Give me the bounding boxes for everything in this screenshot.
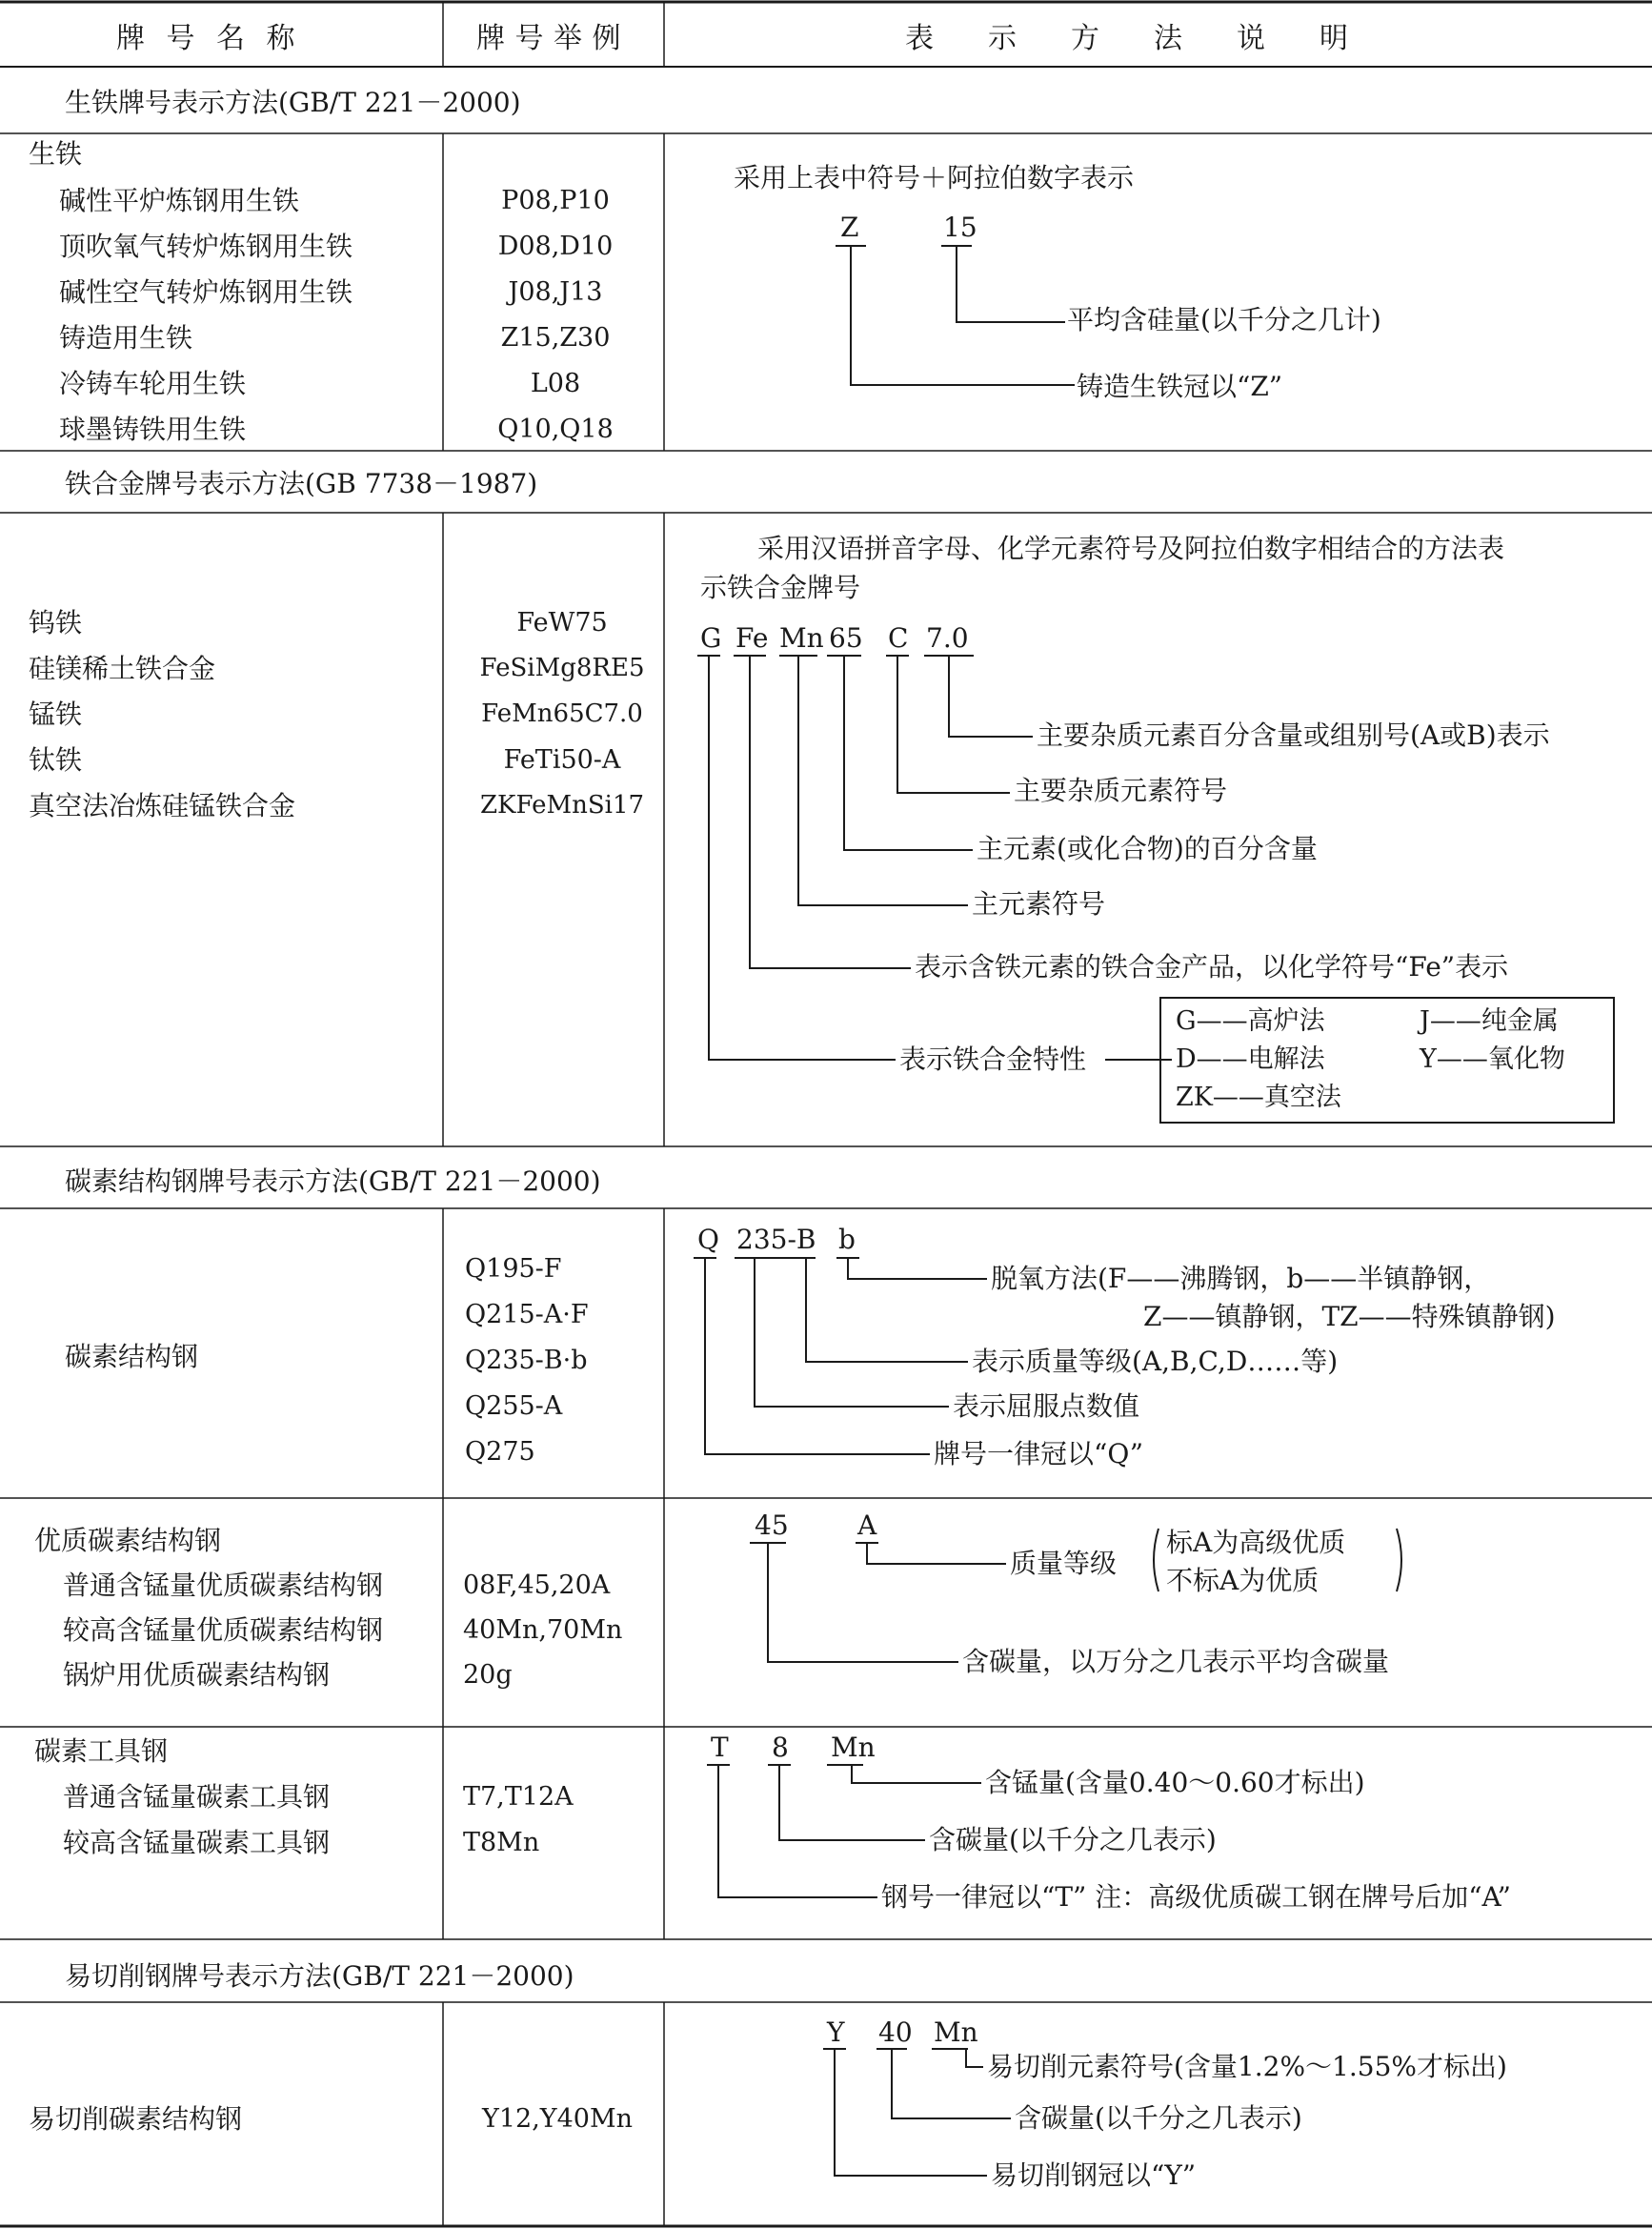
group-quality-carbon: 优质碳素结构钢 [34, 1525, 222, 1556]
row-example: 20g [463, 1660, 513, 1690]
code-part: 65 [829, 622, 863, 654]
section-title-pig-iron: 生铁牌号表示方法(GB/T 221－2000) [65, 87, 521, 118]
row-example: Q235-B·b [465, 1346, 588, 1375]
row-name: 钛铁 [29, 744, 83, 776]
note: 含碳量(以千分之几表示) [1015, 2102, 1302, 2134]
row-example: T7,T12A [463, 1782, 574, 1812]
section-title-carbon-structural: 碳素结构钢牌号表示方法(GB/T 221－2000) [65, 1165, 601, 1197]
row-example: D08,D10 [497, 232, 614, 261]
row-name: 锰铁 [29, 699, 83, 730]
note: 不标A为优质 [1166, 1565, 1320, 1596]
row-name: 碱性平炉炼钢用生铁 [59, 185, 300, 216]
code-part: Mn [934, 2016, 978, 2048]
row-example: Z15,Z30 [500, 323, 611, 353]
row-example: L08 [530, 369, 581, 398]
code-part: 235-B [736, 1224, 816, 1255]
note: 易切削元素符号(含量1.2%～1.55%才标出) [987, 2051, 1507, 2082]
code-part: Mn [831, 1732, 876, 1763]
row-example: P08,P10 [501, 186, 610, 215]
code-part: 45 [755, 1510, 789, 1541]
legend-item: D——电解法 [1176, 1044, 1325, 1074]
row-name: 较高含锰量优质碳素结构钢 [63, 1614, 384, 1646]
note: 主元素符号 [972, 888, 1106, 920]
code-part: 7.0 [926, 622, 969, 654]
ferroalloy-intro-2: 示铁合金牌号 [700, 572, 861, 603]
row-name: 碱性空气转炉炼钢用生铁 [59, 276, 353, 308]
note: 含锰量(含量0.40～0.60才标出) [985, 1767, 1365, 1798]
legend-item: Y——氧化物 [1420, 1044, 1565, 1074]
pig-iron-intro: 采用上表中符号＋阿拉伯数字表示 [734, 162, 1135, 193]
row-example: ZKFeMnSi17 [479, 791, 645, 820]
row-name: 冷铸车轮用生铁 [59, 368, 247, 399]
code-part: Z [840, 212, 859, 243]
row-name: 铸造用生铁 [59, 322, 193, 354]
row-name: 真空法冶炼硅锰铁合金 [29, 790, 296, 821]
code-part: b [838, 1224, 856, 1255]
row-example: FeW75 [516, 608, 608, 638]
group-pig-iron: 生铁 [29, 138, 83, 170]
row-example: Y12,Y40Mn [482, 2104, 633, 2134]
row-example: Q10,Q18 [497, 415, 614, 444]
note: 主要杂质元素百分含量或组别号(A或B)表示 [1037, 719, 1550, 751]
row-name: 球墨铸铁用生铁 [59, 414, 247, 445]
note: 表示屈服点数值 [953, 1390, 1140, 1422]
row-example: Q255-A [465, 1391, 563, 1421]
row-example: 08F,45,20A [463, 1570, 611, 1600]
code-part: T [711, 1732, 729, 1763]
code-part: C [888, 622, 909, 654]
note: 含碳量(以千分之几表示) [929, 1824, 1217, 1855]
row-name: 顶吹氧气转炉炼钢用生铁 [59, 231, 353, 262]
note: 铸造生铁冠以“Z” [1077, 371, 1283, 402]
row-example: FeMn65C7.0 [481, 699, 643, 728]
row-example: FeSiMg8RE5 [479, 654, 645, 682]
section-title-free-cutting: 易切削钢牌号表示方法(GB/T 221－2000) [65, 1960, 574, 1992]
note: 标A为高级优质 [1166, 1527, 1346, 1558]
ferroalloy-intro: 采用汉语拼音字母、化学元素符号及阿拉伯数字相结合的方法表 [757, 533, 1505, 564]
note: 主要杂质元素符号 [1014, 775, 1228, 806]
note: 表示铁合金特性 [899, 1044, 1087, 1075]
row-name: 钨铁 [29, 607, 83, 638]
legend-item: G——高炉法 [1176, 1006, 1325, 1036]
note: 钢号一律冠以“T” 注：高级优质碳工钢在牌号后加“A” [881, 1881, 1511, 1913]
row-name: 普通含锰量碳素工具钢 [63, 1781, 331, 1813]
row-name: 硅镁稀土铁合金 [29, 653, 216, 684]
note: 易切削钢冠以“Y” [991, 2159, 1197, 2191]
row-example: Q215-A·F [465, 1300, 589, 1329]
header-col-example: 牌号举例 [476, 22, 631, 55]
row-name: 锅炉用优质碳素结构钢 [63, 1659, 331, 1691]
row-example: Q275 [465, 1437, 535, 1467]
code-part: 8 [772, 1732, 789, 1763]
note: 表示质量等级(A,B,C,D……等) [972, 1346, 1339, 1377]
code-part: 15 [943, 212, 977, 243]
note: 平均含硅量(以千分之几计) [1067, 304, 1381, 335]
header-col-description: 表示方法说明 [905, 22, 1402, 55]
note: 含碳量，以万分之几表示平均含碳量 [962, 1646, 1390, 1677]
header-col-name: 牌号名称 [116, 22, 316, 55]
code-part: Fe [735, 622, 769, 654]
row-name: 较高含锰量碳素工具钢 [63, 1827, 331, 1858]
row-example: T8Mn [463, 1828, 540, 1857]
row-name: 碳素结构钢 [65, 1341, 199, 1372]
legend-item: ZK——真空法 [1176, 1083, 1341, 1112]
row-name: 普通含锰量优质碳素结构钢 [63, 1570, 384, 1601]
section-title-ferroalloy: 铁合金牌号表示方法(GB 7738－1987) [65, 468, 538, 499]
note: 牌号一律冠以“Q” [934, 1438, 1144, 1469]
code-part: G [700, 622, 722, 654]
code-part: Mn [779, 622, 824, 654]
legend-item: J——纯金属 [1420, 1006, 1559, 1036]
row-example: J08,J13 [508, 277, 603, 307]
row-example: Q195-F [465, 1254, 562, 1284]
code-part: A [857, 1510, 877, 1541]
note: 表示含铁元素的铁合金产品，以化学符号“Fe”表示 [915, 951, 1509, 983]
note: Z——镇静钢，TZ——特殊镇静钢) [1143, 1301, 1556, 1332]
note: 主元素(或化合物)的百分含量 [977, 833, 1318, 864]
code-part: Y [827, 2016, 845, 2048]
group-carbon-tool: 碳素工具钢 [34, 1735, 169, 1767]
note: 脱氧方法(F——沸腾钢，b——半镇静钢， [991, 1263, 1491, 1294]
row-name: 易切削碳素结构钢 [29, 2103, 243, 2135]
row-example: 40Mn,70Mn [463, 1615, 623, 1645]
note: 质量等级 [1010, 1548, 1118, 1579]
code-part: 40 [878, 2016, 913, 2048]
code-part: Q [697, 1224, 719, 1255]
row-example: FeTi50-A [503, 745, 621, 775]
